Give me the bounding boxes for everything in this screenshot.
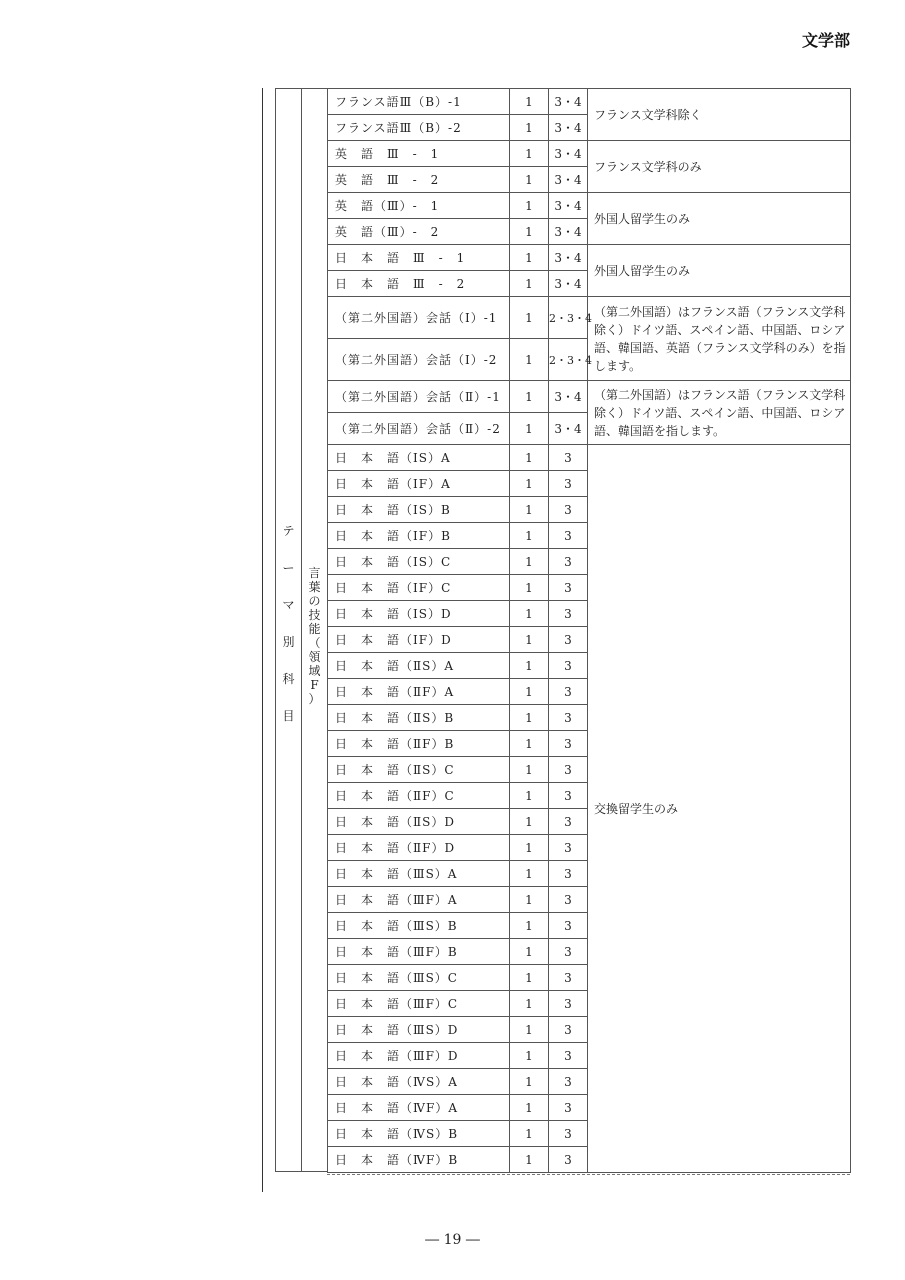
course-credit: 1: [510, 861, 549, 887]
course-credit: 1: [510, 653, 549, 679]
course-name: フランス語Ⅲ（B）-1: [328, 89, 510, 115]
course-year: 3: [549, 1017, 588, 1043]
course-year: 2・3・4: [549, 339, 588, 381]
course-credit: 1: [510, 705, 549, 731]
course-credit: 1: [510, 731, 549, 757]
course-credit: 1: [510, 835, 549, 861]
course-note: 外国人留学生のみ: [588, 193, 851, 245]
course-name: フランス語Ⅲ（B）-2: [328, 115, 510, 141]
course-name: 英 語（Ⅲ）- 1: [328, 193, 510, 219]
course-year: 3・4: [549, 219, 588, 245]
course-credit: 1: [510, 1017, 549, 1043]
course-year: 3: [549, 835, 588, 861]
course-name: 日 本 語（ⅢS）B: [328, 913, 510, 939]
table-row: [328, 445, 851, 471]
course-year: 3: [549, 809, 588, 835]
course-credit: 1: [510, 679, 549, 705]
course-credit: 1: [510, 601, 549, 627]
category-char: 科: [282, 672, 295, 686]
course-year: 3・4: [549, 271, 588, 297]
course-year: 3: [549, 1043, 588, 1069]
domain-label: [302, 567, 327, 707]
course-credit: 1: [510, 167, 549, 193]
margin-line: [262, 88, 263, 1192]
table-row: [328, 193, 851, 219]
page-number: ― 19 ―: [425, 1232, 480, 1248]
course-credit: 1: [510, 913, 549, 939]
course-year: 3: [549, 887, 588, 913]
table-row: [328, 297, 851, 339]
category-label: [276, 525, 301, 747]
course-credit: 1: [510, 783, 549, 809]
course-credit: 1: [510, 89, 549, 115]
course-year: 3: [549, 1095, 588, 1121]
domain-char: 域: [308, 664, 321, 678]
course-year: 3: [549, 913, 588, 939]
course-credit: 1: [510, 381, 549, 413]
course-year: 3: [549, 1069, 588, 1095]
course-year: 3: [549, 965, 588, 991]
course-year: 3: [549, 783, 588, 809]
course-name: （第二外国語）会話（Ⅰ）-2: [328, 339, 510, 381]
course-year: 3: [549, 939, 588, 965]
course-name: 日 本 語（ⅠF）B: [328, 523, 510, 549]
course-name: （第二外国語）会話（Ⅱ）-1: [328, 381, 510, 413]
domain-char: F: [310, 678, 319, 692]
course-year: 3: [549, 601, 588, 627]
course-year: 3: [549, 445, 588, 471]
course-name: 日 本 語（ⅠS）B: [328, 497, 510, 523]
domain-char: （: [308, 636, 321, 650]
course-credit: 1: [510, 809, 549, 835]
course-credit: 1: [510, 575, 549, 601]
course-credit: 1: [510, 1069, 549, 1095]
course-year: 3・4: [549, 245, 588, 271]
course-year: 3: [549, 471, 588, 497]
course-year: 3: [549, 757, 588, 783]
course-note: （第二外国語）はフランス語（フランス文学科除く）ドイツ語、スペイン語、中国語、ロシア語、韓国語、英語（フランス文学科のみ）を指します。: [588, 297, 851, 381]
course-name: 日 本 語（ⅠF）D: [328, 627, 510, 653]
course-name: 日 本 語（ⅡF）D: [328, 835, 510, 861]
course-name: 日 本 語（ⅠF）A: [328, 471, 510, 497]
course-credit: 1: [510, 141, 549, 167]
course-credit: 1: [510, 413, 549, 445]
category-char: マ: [282, 598, 295, 612]
course-year: 3・4: [549, 193, 588, 219]
course-year: 3・4: [549, 167, 588, 193]
course-note: （第二外国語）はフランス語（フランス文学科除く）ドイツ語、スペイン語、中国語、ロシア語、韓国語を指します。: [588, 381, 851, 445]
course-year: 3: [549, 679, 588, 705]
course-credit: 1: [510, 991, 549, 1017]
course-year: 3: [549, 991, 588, 1017]
course-year: 3・4: [549, 413, 588, 445]
course-name: 日 本 語 Ⅲ - 1: [328, 245, 510, 271]
course-credit: 1: [510, 471, 549, 497]
course-note: 外国人留学生のみ: [588, 245, 851, 297]
course-name: （第二外国語）会話（Ⅱ）-2: [328, 413, 510, 445]
course-credit: 1: [510, 627, 549, 653]
course-year: 3・4: [549, 141, 588, 167]
course-name: 日 本 語（ⅡF）B: [328, 731, 510, 757]
course-name: 英 語（Ⅲ）- 2: [328, 219, 510, 245]
category-char: 目: [282, 709, 295, 723]
course-name: 日 本 語（ⅠS）A: [328, 445, 510, 471]
course-credit: 1: [510, 1095, 549, 1121]
course-credit: 1: [510, 297, 549, 339]
course-name: 日 本 語（ⅢF）B: [328, 939, 510, 965]
course-credit: 1: [510, 523, 549, 549]
domain-char: ）: [308, 692, 321, 706]
course-year: 3: [549, 549, 588, 575]
course-name: 日 本 語（ⅢS）D: [328, 1017, 510, 1043]
domain-char: 能: [308, 622, 321, 636]
course-year: 3: [549, 627, 588, 653]
course-name: 日 本 語（ⅠS）D: [328, 601, 510, 627]
course-table: [327, 88, 851, 1173]
course-name: 日 本 語（ⅢS）A: [328, 861, 510, 887]
category-char: 別: [282, 635, 295, 649]
table-continuation-line: [327, 1170, 850, 1175]
course-year: 3: [549, 575, 588, 601]
course-name: 日 本 語（ⅣS）A: [328, 1069, 510, 1095]
course-name: 日 本 語（ⅡS）A: [328, 653, 510, 679]
domain-char: 領: [308, 650, 321, 664]
course-name: 日 本 語（ⅡF）A: [328, 679, 510, 705]
course-credit: 1: [510, 965, 549, 991]
course-year: 3: [549, 731, 588, 757]
course-name: 英 語 Ⅲ - 1: [328, 141, 510, 167]
course-name: 日 本 語（ⅢS）C: [328, 965, 510, 991]
course-credit: 1: [510, 757, 549, 783]
course-year: 3・4: [549, 381, 588, 413]
course-credit: 1: [510, 115, 549, 141]
course-credit: 1: [510, 245, 549, 271]
domain-char: の: [308, 594, 321, 608]
course-year: 3: [549, 861, 588, 887]
course-year: 3: [549, 1147, 588, 1173]
course-note: フランス文学科除く: [588, 89, 851, 141]
course-name: 日 本 語（ⅢF）D: [328, 1043, 510, 1069]
course-name: 日 本 語（ⅡF）C: [328, 783, 510, 809]
course-year: 3: [549, 497, 588, 523]
department-header: 文学部: [801, 31, 850, 50]
category-column: [275, 88, 302, 1172]
domain-column: [301, 88, 328, 1172]
domain-char: 言: [308, 566, 321, 580]
course-name: 日 本 語（ⅠF）C: [328, 575, 510, 601]
course-note: フランス文学科のみ: [588, 141, 851, 193]
course-name: 日 本 語（ⅣS）B: [328, 1121, 510, 1147]
course-credit: 1: [510, 339, 549, 381]
course-year: 3: [549, 705, 588, 731]
table-row: [328, 89, 851, 115]
course-name: 日 本 語（ⅣF）B: [328, 1147, 510, 1173]
course-name: 日 本 語（ⅠS）C: [328, 549, 510, 575]
domain-char: 技: [308, 608, 321, 622]
course-credit: 1: [510, 497, 549, 523]
course-credit: 1: [510, 445, 549, 471]
course-year: 3・4: [549, 89, 588, 115]
course-year: 3: [549, 653, 588, 679]
course-name: 日 本 語（ⅡS）D: [328, 809, 510, 835]
course-name: 日 本 語（ⅢF）A: [328, 887, 510, 913]
category-char: テ: [282, 524, 295, 538]
domain-char: 葉: [308, 580, 321, 594]
course-credit: 1: [510, 1147, 549, 1173]
course-note: 交換留学生のみ: [588, 445, 851, 1173]
course-name: 日 本 語（ⅡS）C: [328, 757, 510, 783]
course-name: 日 本 語（ⅡS）B: [328, 705, 510, 731]
course-credit: 1: [510, 887, 549, 913]
course-year: 2・3・4: [549, 297, 588, 339]
course-credit: 1: [510, 1043, 549, 1069]
course-credit: 1: [510, 549, 549, 575]
course-name: 日 本 語 Ⅲ - 2: [328, 271, 510, 297]
course-year: 3: [549, 1121, 588, 1147]
course-year: 3: [549, 523, 588, 549]
course-credit: 1: [510, 1121, 549, 1147]
course-name: （第二外国語）会話（Ⅰ）-1: [328, 297, 510, 339]
course-name: 英 語 Ⅲ - 2: [328, 167, 510, 193]
course-name: 日 本 語（ⅢF）C: [328, 991, 510, 1017]
course-credit: 1: [510, 271, 549, 297]
course-name: 日 本 語（ⅣF）A: [328, 1095, 510, 1121]
course-credit: 1: [510, 193, 549, 219]
course-credit: 1: [510, 939, 549, 965]
category-char: ー: [282, 561, 295, 575]
course-credit: 1: [510, 219, 549, 245]
table-row: [328, 381, 851, 413]
table-row: [328, 245, 851, 271]
course-year: 3・4: [549, 115, 588, 141]
table-row: [328, 141, 851, 167]
